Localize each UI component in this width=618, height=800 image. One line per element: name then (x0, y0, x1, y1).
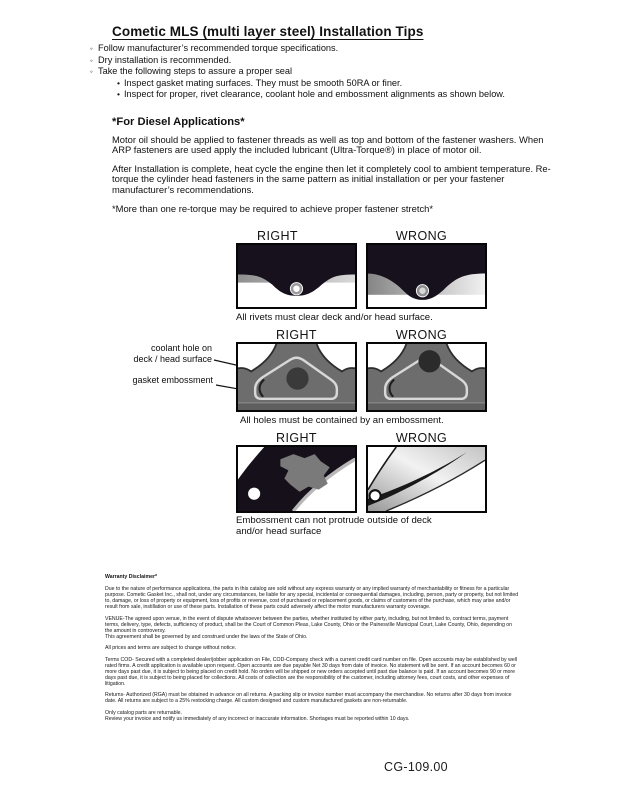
hole-contained-wrong-illustration (368, 344, 485, 410)
legal-paragraph: This agreement shall be governed by and construed under the laws of the State of Ohio. (105, 633, 308, 640)
tip-text: Inspect gasket mating surfaces. They must be smooth 50RA or finer. (124, 77, 403, 88)
list-item (117, 78, 585, 90)
legal-paragraph: Returns- Authorized (RGA) must be obtained in advance on all returns. A packing slip or invoice number must accompany the merchandise. No returns after 30 days from invoice date. All returns are subject to a 25% restocking charge. All custom designed and custom manufactured gaskets are non-returnable. (105, 692, 512, 704)
legal-paragraph: Only catalog parts are returnable. (105, 709, 182, 716)
paragraph: After Installation is complete, heat cycle the engine then let it completely cool to ambient temperature. Re-torque the cylinder head fasteners in the same pattern as initial installation or per your fastener manufacturer’s recommendations. (112, 162, 551, 195)
tip-text: Take the following steps to assure a proper seal (98, 66, 293, 76)
right-label: RIGHT (257, 229, 298, 243)
legal-paragraph: Due to the nature of performance applications, the parts in this catalog are sold without any express warranty or any implied warranty of merchantability or fitness for a particular purpose. Cometic Gasket Inc., shall not, under any circumstances, be liable for any special, incidental or consequential damages, including, person, party or property, but not limited to, damage, or loss of property or equipment, loss of profits or revenue, cost of purchased or replacement goods, or claims of customers of the purchase, which may arise and/or result from sale, instillation or use of these parts. Installation of these parts could adversely affect the motor manufacturers warranty coverage. (105, 586, 519, 610)
list-item (90, 66, 585, 78)
rivet-clearance-wrong-illustration (368, 245, 485, 307)
diagram-caption (236, 516, 432, 537)
diagram-caption: All rivets must clear deck and/or head surface. (236, 312, 433, 323)
list-item (90, 55, 585, 67)
legal-heading: Warranty Disclaimer* (105, 574, 157, 580)
bullet-icon: • (117, 77, 120, 88)
section-heading: *For Diesel Applications* (112, 116, 245, 128)
bullet-icon: ◦ (90, 55, 93, 65)
diesel-applications-section (112, 117, 552, 222)
wrong-label: WRONG (395, 229, 448, 243)
wrong-label: WRONG (395, 328, 448, 342)
diagram-protrusion-wrong (366, 445, 487, 513)
annotation-line: coolant hole on (150, 343, 212, 353)
diagram-rivet-right (236, 243, 357, 309)
diagram-caption: All holes must be contained by an embossment. (240, 415, 444, 426)
warranty-disclaimer-section (105, 574, 519, 727)
right-label: RIGHT (276, 431, 317, 445)
diagram-rivet-wrong (366, 243, 487, 309)
paragraph: *More than one re-torque may be required to achieve proper fastener stretch* (112, 202, 434, 214)
page-title: Cometic MLS (multi layer steel) Installation Tips (112, 24, 424, 39)
rivet-clearance-right-illustration (238, 245, 355, 307)
bullet-icon: ◦ (90, 44, 93, 53)
hole-contained-right-illustration (238, 344, 355, 410)
wrong-label: WRONG (395, 431, 448, 445)
bullet-icon: ◦ (90, 67, 93, 76)
diagram-protrusion-right (236, 445, 357, 513)
tip-text: Inspect for proper, rivet clearance, coolant hole and embossment alignments as shown below. (124, 89, 505, 99)
legal-paragraph: VENUE-The agreed upon venue, in the event of dispute whatsoever between the parties, whether instituted by either party, including, but not limited to, contract terms, payment terms, delivery, type, defects, sufficiency of product, shall be the Court of Common Pleas, Lake County, Ohio or the Painesville Municipal Court, Lake County, Ohio, depending on the amount in controversy. (105, 615, 513, 634)
document-code: CG-109.00 (384, 760, 448, 774)
diagram-embossment-wrong (366, 342, 487, 412)
caption-line: Embossment can not protrude outside of deck (236, 515, 432, 526)
tip-text: Dry installation is recommended. (98, 54, 232, 65)
installation-tips-list (90, 43, 585, 101)
legal-paragraph: All prices and terms are subject to change without notice. (105, 645, 237, 651)
legal-paragraph: Terms COD- Secured with a completed dealer/jobber application on File, COD-Company check with a current credit card number on file. Open accounts may be established by well rated firms. A credit application is available upon request. Open accounts are due payable Net 30 days from date of invoice. No statement will be sent. If an account becomes 60 or more days past due, it is subject to being placed on credit hold. No orders will be shipped or new orders accepted until past due balance is paid. If an account becomes 90 or more days past due, it is subject to being placed for collections. All costs of collection are the responsibility of the customer, including attorney fees, court costs, and other expenses of litigation. (105, 656, 518, 687)
protrusion-right-illustration (238, 447, 355, 511)
tip-text: Follow manufacturer’s recommended torque specifications. (98, 43, 339, 53)
diagram-embossment-right (236, 342, 357, 412)
paragraph: Motor oil should be applied to fastener threads as well as top and bottom of the fastener washers. When ARP fasteners are used apply the included lubricant (Ultra-Torque®) in place of motor oil. (112, 133, 544, 156)
bullet-icon: • (117, 89, 120, 99)
annotation-line: deck / head surface (133, 353, 212, 364)
protrusion-wrong-illustration (368, 447, 485, 511)
caption-line: and/or head surface (236, 525, 322, 537)
list-item (90, 43, 585, 55)
list-item (117, 89, 585, 101)
legal-paragraph: Review your invoice and notify us immediately of any incorrect or inaccurate information. Shortages must be reported within 10 days. (105, 715, 410, 722)
gasket-embossment-annotation: gasket embossment (132, 375, 213, 385)
right-label: RIGHT (276, 328, 317, 342)
